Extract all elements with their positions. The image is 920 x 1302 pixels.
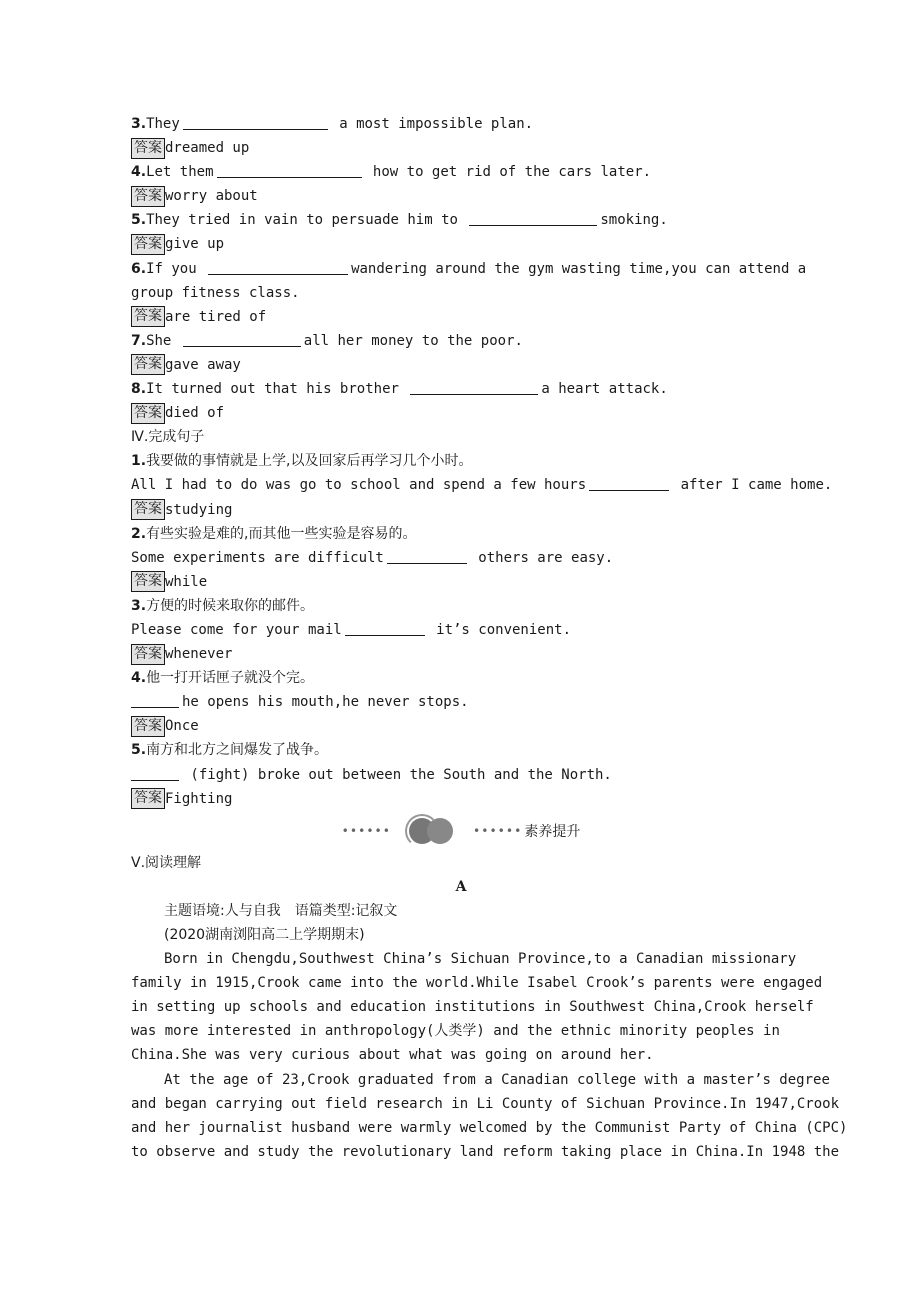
answer-badge: 答案 bbox=[131, 571, 165, 592]
paragraph-1: Born in Chengdu,Southwest China’s Sichuan Province,to a Canadian missionary family in 1915,Crook came into the world.While Isabel Crook’s parents were engaged in setting up schools and education institutions in Southwest China,Crook herself was more interested in anthropology(人类学) and the ethnic minority peoples in China.She was very curious about what was going on around her. bbox=[131, 951, 823, 1064]
dots-right: •••••• bbox=[473, 823, 523, 838]
sentence-4: 4.他一打开话匣子就没个完。 he opens his mouth,he never stops. 答案 Once bbox=[131, 666, 791, 738]
section-banner bbox=[131, 811, 791, 851]
question-number: 8. bbox=[131, 381, 147, 398]
chinese-prompt: 我要做的事情就是上学,以及回家后再学习几个小时。 bbox=[146, 453, 473, 470]
answer-text: worry about bbox=[165, 188, 258, 205]
answer-text: while bbox=[165, 573, 208, 590]
answer-text: dreamed up bbox=[165, 140, 250, 157]
section-4-title: Ⅳ.完成句子 bbox=[131, 429, 205, 446]
answer-badge: 答案 bbox=[131, 499, 165, 520]
question-number: 5. bbox=[131, 212, 147, 229]
banner-title: 素养提升 bbox=[524, 823, 581, 840]
question-number: 7. bbox=[131, 332, 147, 349]
answer-badge: 答案 bbox=[131, 403, 165, 424]
dots-left: •••••• bbox=[341, 823, 391, 838]
passage-label: A bbox=[455, 878, 467, 895]
answer-text: gave away bbox=[165, 356, 241, 373]
question-number: 3. bbox=[131, 116, 147, 132]
answer-text: Once bbox=[165, 718, 199, 735]
answer-text: give up bbox=[165, 236, 225, 253]
answer-blank bbox=[208, 259, 348, 275]
chinese-prompt: 南方和北方之间爆发了战争。 bbox=[146, 742, 329, 759]
chinese-prompt: 有些实验是难的,而其他一些实验是容易的。 bbox=[146, 525, 417, 542]
section-5-title: Ⅴ.阅读理解 bbox=[131, 854, 202, 871]
exercise-3: 3.They a most impossible plan. 答案 dreamed up bbox=[131, 112, 791, 160]
content bbox=[131, 112, 848, 1164]
exercise-8: 8.It turned out that his brother a heart attack. 答案 died of bbox=[131, 377, 791, 425]
exercise-7: 7.She all her money to the poor. 答案 gave away bbox=[131, 329, 791, 377]
question-number: 6. bbox=[131, 260, 147, 277]
answer-badge: 答案 bbox=[131, 644, 165, 665]
answer-badge: 答案 bbox=[131, 234, 165, 255]
sentence-1: 1.我要做的事情就是上学,以及回家后再学习几个小时。 All I had to do was go to school and spend a few hours after I came home. 答案 studying bbox=[131, 449, 791, 521]
answer-blank bbox=[387, 548, 467, 564]
answer-blank bbox=[183, 114, 328, 130]
passage-theme: 主题语境:人与自我 语篇类型:记叙文 bbox=[164, 902, 398, 919]
answer-text: are tired of bbox=[165, 308, 267, 325]
answer-badge: 答案 bbox=[131, 788, 165, 809]
answer-blank bbox=[410, 379, 538, 395]
exercise-6: 6.If you wandering around the gym wasting time,you can attend a group fitness class. 答案 are tired of bbox=[131, 257, 791, 329]
answer-blank bbox=[345, 620, 425, 636]
answer-badge: 答案 bbox=[131, 138, 165, 159]
paragraph-2: At the age of 23,Crook graduated from a Canadian college with a master’s degree and began carrying out field research in Li County of Sichuan Province.In 1947,Crook and her journalist husband were warmly welcomed by the Communist Party of China (CPC) to observe and study the revolutionary land reform taking place in China.In 1948 the bbox=[131, 1071, 848, 1160]
answer-text: Fighting bbox=[165, 790, 233, 807]
question-number: 4. bbox=[131, 164, 147, 181]
answer-text: studying bbox=[165, 501, 233, 518]
sentence-5: 5.南方和北方之间爆发了战争。 (fight) broke out between the South and the North. 答案 Fighting bbox=[131, 738, 791, 810]
answer-blank bbox=[469, 210, 597, 226]
answer-blank bbox=[131, 692, 179, 708]
sentence-3: 3.方便的时候来取你的邮件。 Please come for your mail it’s convenient. 答案 whenever bbox=[131, 594, 791, 666]
answer-text: died of bbox=[165, 405, 225, 422]
exercise-5: 5.They tried in vain to persuade him to smoking. 答案 give up bbox=[131, 208, 791, 256]
answer-badge: 答案 bbox=[131, 186, 165, 207]
answer-badge: 答案 bbox=[131, 306, 165, 327]
sentence-2: 2.有些实验是难的,而其他一些实验是容易的。 Some experiments are difficult others are easy. 答案 while bbox=[131, 522, 791, 594]
exercise-4: 4.Let them how to get rid of the cars later. 答案 worry about bbox=[131, 160, 791, 208]
answer-badge: 答案 bbox=[131, 716, 165, 737]
banner-circles-icon bbox=[405, 814, 459, 848]
answer-blank bbox=[183, 331, 301, 347]
answer-blank bbox=[589, 475, 669, 491]
answer-blank bbox=[131, 765, 179, 781]
chinese-prompt: 方便的时候来取你的邮件。 bbox=[146, 597, 315, 614]
chinese-prompt: 他一打开话匣子就没个完。 bbox=[146, 670, 315, 687]
answer-blank bbox=[217, 162, 362, 178]
answer-text: whenever bbox=[165, 646, 233, 663]
passage-source: (2020湖南浏阳高二上学期期末) bbox=[164, 927, 365, 943]
answer-badge: 答案 bbox=[131, 354, 165, 375]
